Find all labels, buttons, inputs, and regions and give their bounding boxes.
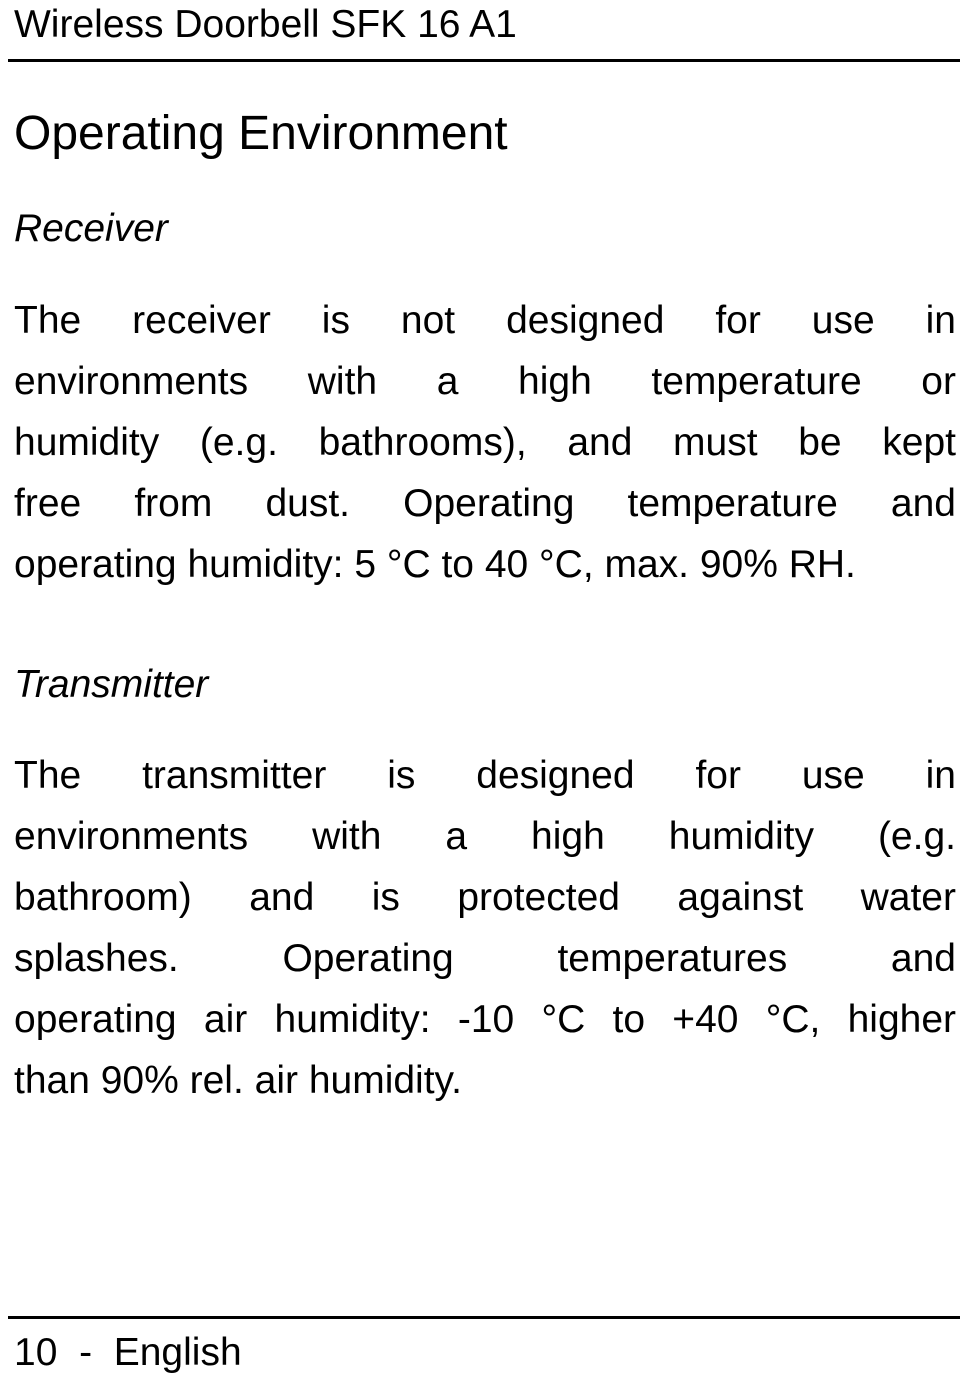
- transmitter-paragraph: [14, 745, 956, 1111]
- page-number: 10: [14, 1331, 58, 1374]
- section-heading-receiver: Receiver: [14, 207, 168, 250]
- paragraph-line: operating air humidity: -10 °C to +40 °C, higher: [14, 998, 956, 1041]
- paragraph-line: free from dust. Operating temperature and: [14, 482, 956, 525]
- receiver-paragraph: [14, 290, 956, 595]
- section-heading-transmitter: Transmitter: [14, 663, 209, 706]
- footer-language: English: [113, 1331, 242, 1374]
- paragraph-line: humidity (e.g. bathrooms), and must be kept: [14, 421, 956, 464]
- page-header-title: Wireless Doorbell SFK 16 A1: [14, 3, 517, 46]
- footer-rule: [8, 1316, 960, 1319]
- paragraph-line: than 90% rel. air humidity.: [14, 1059, 462, 1102]
- page-footer: [14, 1330, 242, 1376]
- paragraph-line: environments with a high humidity (e.g.: [14, 815, 956, 858]
- paragraph-line: splashes. Operating temperatures and: [14, 937, 956, 980]
- footer-separator: -: [79, 1331, 93, 1374]
- header-rule: [8, 59, 960, 62]
- paragraph-line: The transmitter is designed for use in: [14, 754, 956, 797]
- paragraph-line: The receiver is not designed for use in: [14, 299, 956, 342]
- paragraph-line: environments with a high temperature or: [14, 360, 956, 403]
- paragraph-line: bathroom) and is protected against water: [14, 876, 956, 919]
- page-title: Operating Environment: [14, 107, 508, 160]
- paragraph-line: operating humidity: 5 °C to 40 °C, max. 90% RH.: [14, 543, 856, 586]
